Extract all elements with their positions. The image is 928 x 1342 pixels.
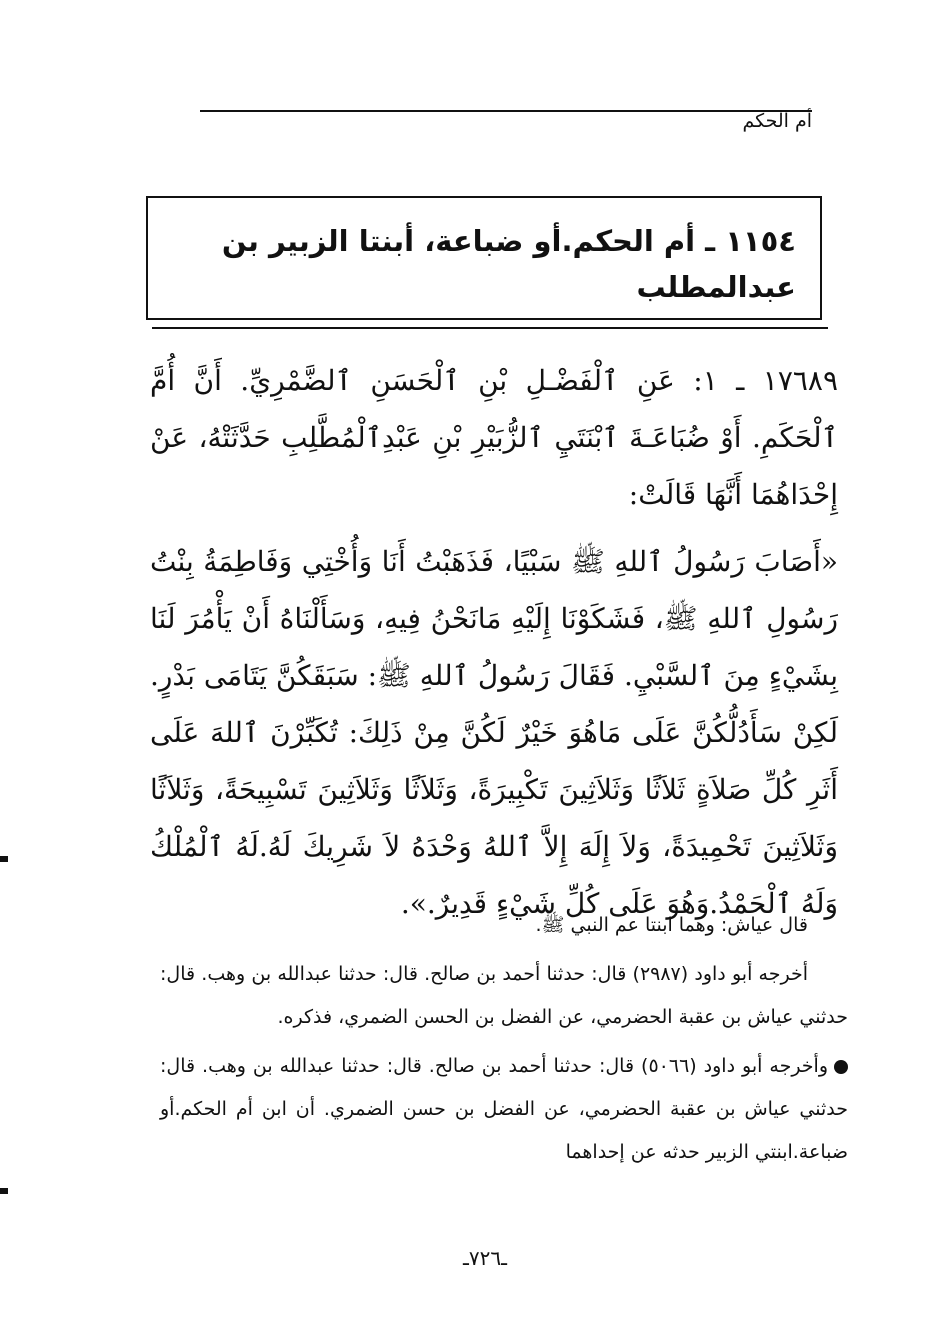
chapter-title: ١١٥٤ ـ أم الحكم.أو ضباعة، أبنتا الزبير بن عبدالمطلب [221,224,796,304]
commentary-takhrij-1-text: أخرجه أبو داود (٢٩٨٧) قال: حدثنا أحمد بن صالح. قال: حدثنا عبدالله بن وهب. قال: حدثني عياش بن عقبة الحضرمي، عن الفضل بن الحسن الضمري، فذكره. [160,963,848,1028]
page-number: ـ٧٢٦ـ [463,1246,507,1270]
commentary-takhrij-2 [160,1045,848,1174]
chapter-heading-box [146,196,822,320]
margin-mark [0,856,8,862]
hadith-body: «أَصَابَ رَسُولُ ٱللهِ ﷺ سَبْيًا، فَذَهَبْتُ أَنَا وَأُخْتِي وَفَاطِمَةُ بِنْتُ رَسُولِ ٱللهِ ﷺ، فَشَكَوْنَا إِلَيْهِ مَانَحْنُ فِيهِ، وَسَأَلْنَاهُ أَنْ يَأْمُرَ لَنَا بِشَيْءٍ مِنَ ٱلسَّبْيِ. فَقَالَ رَسُولُ ٱللهِ ﷺ: سَبَقَكُنَّ يَتَامَى بَدْرٍ. لَكِنْ سَأَدُلُّكُنَّ عَلَى مَاهُوَ خَيْرٌ لَكُنَّ مِنْ ذَلِكَ: تُكَبِّرْنَ ٱللهَ عَلَى أَثَرِ كُلِّ صَلاَةٍ ثَلاَثًا وَثَلاَثِينَ تَكْبِيرَةً، وَثَلاَثًا وَثَلاَثِينَ تَسْبِيحَةً، وَثَلاَثًا وَثَلاَثِينَ تَحْمِيدَةً، وَلاَ إِلَهَ إِلاَّ ٱللهُ وَحْدَهُ لاَ شَرِيكَ لَهُ.لَهُ ٱلْمُلْكُ وَلَهُ ٱلْحَمْدُ.وَهُوَ عَلَى كُلِّ شَيْءٍ قَدِيرٌ.». [150,545,838,920]
hadith-intro: ١٧٦٨٩ ـ ١: عَنِ ٱلْفَضْـلِ بْنِ ٱلْحَسَنِ ٱلضَّمْرِيِّ. أَنَّ أُمَّ ٱلْحَكَمِ. أَوْ ضُبَاعَـةَ ٱبْنَتَيِ ٱلزُّبَيْرِ بْنِ عَبْدِٱلْمُطَّلِبِ حَدَّثَتْهُ، عَنْ إِحْدَاهُمَا أَنَّهَا قَالَتْ: [150,364,838,511]
commentary-note [160,904,848,947]
commentary-takhrij-2-text: وأخرجه أبو داود (٥٠٦٦) قال: حدثنا أحمد بن صالح. قال: حدثنا عبدالله بن وهب. قال: حدثني عياش بن عقبة الحضرمي، عن الفضل بن حسن الضمري. أن ابن أم الحكم.أو ضباعة.ابنتي الزبير حدثه عن إحداهما [160,1055,848,1163]
running-header [128,100,812,140]
commentary-note-text: قال عياش: وهما ابنتا عم النبي ﷺ. [535,914,808,936]
running-header-title: أم الحكم [742,110,812,132]
chapter-box-shadow-rule [152,327,828,329]
commentary-takhrij-1 [160,953,848,1039]
bullet-icon [834,1060,848,1074]
header-rule [200,110,812,112]
margin-mark [0,1188,8,1194]
hadith-text [150,352,838,932]
commentary [160,904,848,1174]
